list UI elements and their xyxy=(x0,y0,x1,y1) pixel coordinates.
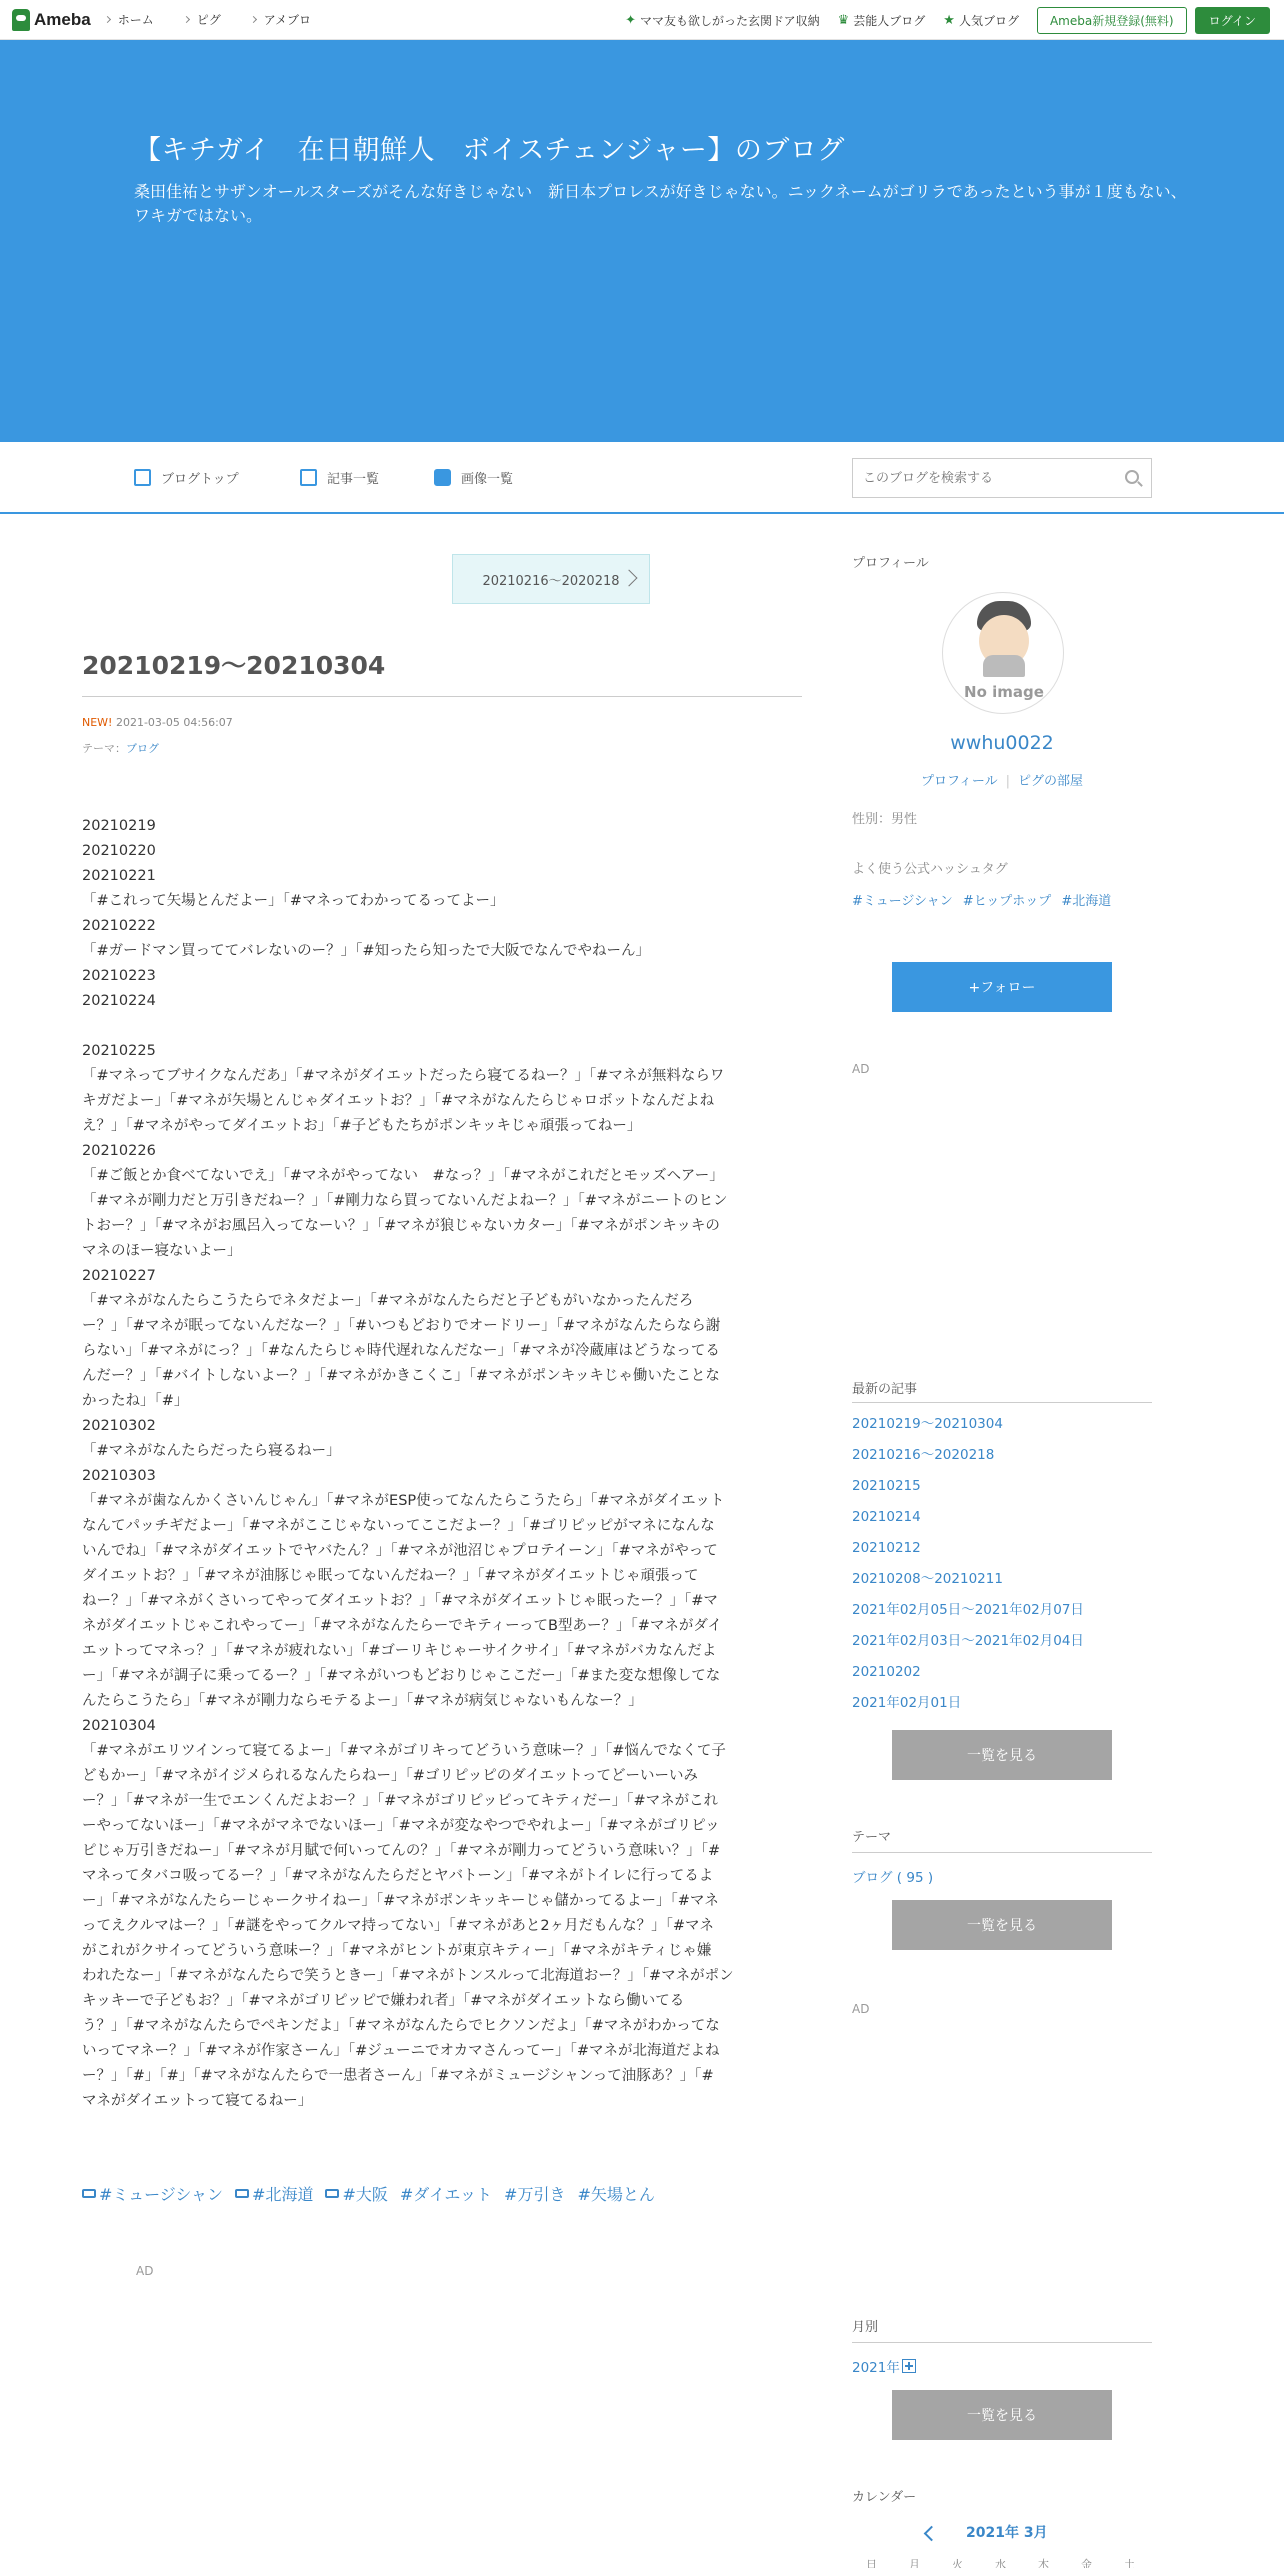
theme-link[interactable]: ブログ xyxy=(126,742,159,755)
image-list-link[interactable] xyxy=(434,468,513,487)
global-header xyxy=(0,0,1284,40)
recent-entry-link[interactable]: 20210219～20210304 xyxy=(852,1416,1003,1432)
hashtag-link[interactable] xyxy=(82,2182,223,2205)
star-icon: ★ xyxy=(943,12,955,28)
ameba-logo-icon xyxy=(12,9,30,31)
weekday: 水 xyxy=(995,2558,1006,2568)
logo-text: Ameba xyxy=(34,9,91,29)
entry-line: ー？」「#」「#」「#マネがなんたらで一患者さーん」「#マネがミュージシャンって油豚あ？」「# xyxy=(82,2068,714,2084)
blog-description: 桑田佳祐とサザンオールスターズがそんな好きじゃない 新日本プロレスが好きじゃない。ニックネームがゴリラであったという事が１度もない、ワキガではない。 xyxy=(134,182,1187,225)
see-all-months-button[interactable]: 一覧を見る xyxy=(892,2390,1112,2440)
copy-icon xyxy=(300,469,317,486)
tag-icon xyxy=(325,2189,339,2198)
entry-line: 「#これって矢場とんだよー」「#マネってわかってるってよー」 xyxy=(82,893,505,909)
recent-entries xyxy=(852,1414,1084,1724)
weekday: 火 xyxy=(952,2558,963,2568)
entry-line: 「#マネがなんたらこうたらでネタだよー」「#マネがなんたらだと子どもがいなかったんだろ xyxy=(82,1293,694,1309)
nav-home[interactable] xyxy=(105,11,154,28)
entry-line: 20210302 xyxy=(82,1418,156,1434)
hashtag-label: #ダイエット xyxy=(399,2185,493,2204)
calendar-weekdays xyxy=(866,2556,1167,2568)
entry-line: かったね」「#」 xyxy=(82,1393,189,1409)
weekday: 土 xyxy=(1124,2558,1135,2568)
gender: 性別：男性 xyxy=(852,812,918,827)
blog-header xyxy=(0,40,1284,442)
chevron-right-icon xyxy=(621,570,638,587)
blog-top-link[interactable] xyxy=(134,468,239,487)
entry-line: 20210226 xyxy=(82,1143,156,1159)
pig-room-link[interactable]: ピグの部屋 xyxy=(1018,774,1084,789)
entry-line: ー」「#マネがなんたらーじゃークサイねー」「#マネがポンキッキーじゃ儲かってるよー」「#マネ xyxy=(82,1893,719,1909)
entry-line: ー」「#マネが調子に乗ってるー？」「#マネがいつもどおりじゃここだー」「#また変な想像してな xyxy=(82,1668,721,1684)
hashtag-heading: よく使う公式ハッシュタグ xyxy=(852,862,1008,877)
hashtag-label: #万引き xyxy=(504,2185,566,2204)
popular-blog-label: 人気ブログ xyxy=(958,13,1019,28)
entry-line: どもかー」「#マネがイジメられるなんたらねー」「#ゴリピッピのダイエットってどーいーいみ xyxy=(82,1768,699,1784)
entry-line: らない」「#マネがにっ？」「#なんたらじゃ時代遅れなんだなー」「#マネが冷蔵庫はどうなってる xyxy=(82,1343,720,1359)
search-icon[interactable] xyxy=(1125,470,1139,484)
entry-line: 「#マネがエリツインって寝てるよー」「#マネがゴリキってどういう意味ー？」「#悩んでなくて子 xyxy=(82,1743,726,1759)
recent-entry-link[interactable]: 2021年02月05日～2021年02月07日 xyxy=(852,1602,1084,1618)
entry-line: ネがダイエットじゃこれやってー」「#マネがなんたらーでキティーってB型あー？」「#マネがダイ xyxy=(82,1618,723,1634)
avatar[interactable] xyxy=(942,592,1064,714)
profile-heading: プロフィール xyxy=(852,556,929,571)
recent-entry-link[interactable]: 20210216～2020218 xyxy=(852,1447,995,1463)
weekday: 木 xyxy=(1038,2558,1049,2568)
entry-line: 20210304 xyxy=(82,1718,156,1734)
recent-entry-link[interactable]: 2021年02月01日 xyxy=(852,1695,962,1711)
section-divider xyxy=(852,1402,1152,1403)
entry-line: エットってマネっ？」「#マネが疲れない」「#ゴーリキじゃーサイクサイ」「#マネがバカなんだよ xyxy=(82,1643,717,1659)
theme-prefix: テーマ： xyxy=(82,742,126,755)
entry-line: 「#マネってブサイクなんだあ」「#マネがダイエットだったら寝てるねー？」「#マネが無料ならワ xyxy=(82,1068,725,1084)
entry-list-label: 記事一覧 xyxy=(327,472,380,487)
blog-search xyxy=(852,458,1152,498)
entry-line xyxy=(82,1014,802,1039)
entry-line: う？」「#マネがなんたらでぺキンだよ」「#マネがなんたらでヒクソンだよ」「#マネがわかってな xyxy=(82,2018,720,2034)
previous-entry-label: 20210216～2020218 xyxy=(482,573,620,589)
entry-line: ーやってないほー」「#マネがマネでないほー」「#マネが変なやつでやれよー」「#マネがゴリピッ xyxy=(82,1818,720,1834)
recent-entry-link[interactable]: 20210214 xyxy=(852,1509,921,1525)
entry-line: 「#マネが剛力だと万引きだねー？」「#剛力なら買ってないんだよねー？」「#マネがニートのヒン xyxy=(82,1193,728,1209)
login-button[interactable]: ログイン xyxy=(1195,7,1270,34)
entry-line: 20210223 xyxy=(82,968,156,984)
recent-entry-link[interactable]: 20210208～20210211 xyxy=(852,1571,1003,1587)
entry-line: 20210224 xyxy=(82,993,156,1009)
hashtag-label: #ミュージシャン xyxy=(99,2185,224,2204)
link-separator: | xyxy=(1005,774,1011,789)
entry-list-link[interactable] xyxy=(300,468,379,487)
top-right xyxy=(625,0,1270,40)
chevron-right-icon xyxy=(250,16,257,23)
blog-search-input[interactable] xyxy=(853,459,1103,497)
hashtag-link[interactable] xyxy=(577,2182,654,2205)
official-hashtags xyxy=(852,890,1121,909)
recent-entry-link[interactable]: 20210212 xyxy=(852,1540,921,1556)
weekday: 金 xyxy=(1081,2558,1092,2568)
entry-line: ー？」「#マネが一生でエンくんだよおー？」「#マネがゴリピッピってキティだー」「#マネがこれ xyxy=(82,1793,719,1809)
entry-line: がこれがクサイってどういう意味ー？」「#マネがヒントが東京キティー」「#マネがキティじゃ嫌 xyxy=(82,1943,712,1959)
nav-ameblo[interactable] xyxy=(251,11,311,28)
entry-hashtags xyxy=(82,2182,667,2205)
entry-line: マネのほー寝ないよー」 xyxy=(82,1243,242,1259)
document-icon xyxy=(134,469,151,486)
recent-heading: 最新の記事 xyxy=(852,1382,918,1397)
hashtag-link[interactable] xyxy=(325,2182,387,2205)
blog-top-label: ブログトップ xyxy=(161,472,239,487)
section-divider xyxy=(852,1852,1152,1853)
profile-link[interactable]: プロフィール xyxy=(920,774,998,789)
hashtag-link[interactable] xyxy=(400,2182,492,2205)
ameba-logo[interactable] xyxy=(12,9,91,31)
nav-pig[interactable] xyxy=(184,11,221,28)
entry-line: 「#マネが歯なんかくさいんじゃん」「#マネがESP使ってなんたらこうたら」「#マネがダイエット xyxy=(82,1493,725,1509)
entry-line: 20210221 xyxy=(82,868,156,884)
popular-blog-link[interactable] xyxy=(943,12,1019,29)
entry-line: キガだよー」「#マネが矢場とんじゃダイエットお？」「#マネがなんたらじゃロボットなんだよね xyxy=(82,1093,715,1109)
ad-label: AD xyxy=(136,2264,154,2278)
entry-line: なんてパッチギだよー」「#マネがここじゃないってここだよー？」「#ゴリピッピがマネになんな xyxy=(82,1518,715,1534)
hashtag-link[interactable] xyxy=(235,2182,313,2205)
blog-nav xyxy=(0,442,1284,514)
calendar-heading: カレンダー xyxy=(852,2490,917,2505)
theme-heading: テーマ xyxy=(852,1830,892,1845)
entry-line: んたらこうたら」「#マネが剛力ならモテるよー」「#マネが病気じゃないもんなー？」 xyxy=(82,1693,643,1709)
tag-icon xyxy=(82,2189,96,2198)
calendar-month: 2021年 3月 xyxy=(966,2525,1048,2541)
nav-pig-label: ピグ xyxy=(196,13,221,27)
entry-title[interactable]: 20210219～20210304 xyxy=(82,651,386,680)
see-all-entries-button[interactable]: 一覧を見る xyxy=(892,1730,1112,1780)
sparkle-icon: ✦ xyxy=(625,12,636,28)
tag-icon xyxy=(235,2189,249,2198)
official-hashtag[interactable]: #北海道 xyxy=(1061,894,1112,909)
celebrity-blog-link[interactable] xyxy=(838,12,926,29)
entry-line: ねー？」「#マネがくさいってやってダイエットお？」「#マネがダイエットじゃ眠ったー？」「#マ xyxy=(82,1593,718,1609)
crown-icon: ♛ xyxy=(837,12,850,28)
no-image-label: No image xyxy=(964,683,1044,701)
top-nav xyxy=(105,11,341,28)
recent-entry-link[interactable]: 2021年02月03日～2021年02月04日 xyxy=(852,1633,1084,1649)
entry-line: ダイエットお？」「#マネが油豚じゃ眠ってないんだねー？」「#マネがダイエットじゃ頑張って xyxy=(82,1568,699,1584)
hashtag-label: #北海道 xyxy=(252,2185,314,2204)
entry-line: え？」「#マネがやってダイエットお」「#子どもたちがポンキッキじゃ頑張ってねー」 xyxy=(82,1118,642,1134)
ad-label: AD xyxy=(852,1062,870,1076)
entry-line: 20210227 xyxy=(82,1268,156,1284)
entry-line: トおー？」「#マネがお風呂入ってなーい？」「#マネが狼じゃないカター」「#マネがポンキッキの xyxy=(82,1218,720,1234)
entry-line: 20210222 xyxy=(82,918,156,934)
nav-ameblo-label: アメブロ xyxy=(263,13,311,27)
chevron-right-icon xyxy=(104,16,111,23)
profile-links xyxy=(852,770,1152,789)
entry-line: ー？」「#マネが眠ってないんだなー？」「#いつもどおりでオードリー」「#マネがなんたらなら謝 xyxy=(82,1318,721,1334)
entry-line: マネがダイエットって寝てるねー」 xyxy=(82,2093,313,2109)
weekday: 月 xyxy=(909,2558,920,2568)
recent-entry-link[interactable]: 20210215 xyxy=(852,1478,921,1494)
hashtag-label: #大阪 xyxy=(342,2185,388,2204)
register-button[interactable]: Ameba新規登録(無料) xyxy=(1037,7,1187,34)
see-all-themes-button[interactable]: 一覧を見る xyxy=(892,1900,1112,1950)
avatar-body xyxy=(983,655,1025,677)
entry-date xyxy=(82,716,233,729)
section-divider xyxy=(852,2342,1152,2343)
entry-line: いってマネー？」「#マネが作家さーん」「#ジューニでオカマさんってー」「#マネが北海道だよね xyxy=(82,2043,720,2059)
entry-line: 20210225 xyxy=(82,1043,156,1059)
image-list-label: 画像一覧 xyxy=(461,472,514,487)
chevron-right-icon xyxy=(183,16,190,23)
entry-line: われたなー」「#マネがなんたらで笑うときー」「#マネがトンスルって北海道おー？」「#マネがポン xyxy=(82,1968,734,1984)
previous-entry-link[interactable] xyxy=(452,554,650,604)
entry-line: 「#マネがなんたらだったら寝るねー」 xyxy=(82,1443,341,1459)
expand-icon[interactable] xyxy=(902,2359,916,2373)
entry-line: 20210220 xyxy=(82,843,156,859)
entry-line: ピじゃ万引きだねー」「#マネが月賦で何いってんの？」「#マネが剛力ってどういう意味い？」「# xyxy=(82,1843,721,1859)
entry-line: 20210219 xyxy=(82,818,156,834)
chevron-left-icon[interactable] xyxy=(924,2526,940,2542)
camera-icon xyxy=(434,469,451,486)
promo-link-label: ママ友も欲しがった玄関ドア収納 xyxy=(639,13,820,28)
hashtag-label: #矢場とん xyxy=(577,2185,655,2204)
official-hashtag[interactable]: #ヒップホップ xyxy=(962,894,1052,909)
entry-line: 20210303 xyxy=(82,1468,156,1484)
entry-line: キッキーで子どもお？」「#マネがゴリピッピで嫌われ者」「#マネがダイエットなら働いてる xyxy=(82,1993,685,2009)
official-hashtag[interactable]: #ミュージシャン xyxy=(852,894,953,909)
entry-line: ってえクルマはー？」「#謎をやってクルマ持ってない」「#マネがあと2ヶ月だもんな？」「#マネ xyxy=(82,1918,715,1934)
title-divider xyxy=(82,696,802,697)
ad-label: AD xyxy=(852,2002,870,2016)
hashtag-link[interactable] xyxy=(504,2182,565,2205)
entry-datetime: 2021-03-05 04:56:07 xyxy=(115,716,233,729)
entry-line: マネってタバコ吸ってるー？」「#マネがなんたらだとヤバトーン」「#マネがトイレに行ってるよ xyxy=(82,1868,714,1884)
entry-line: んだー？」「#バイトしないよー？」「#マネがかきこくこ」「#マネがポンキッキじゃ働いたことな xyxy=(82,1368,720,1384)
theme-blog-link[interactable]: ブログ ( 95 ) xyxy=(852,1870,934,1886)
username[interactable]: wwhu0022 xyxy=(950,732,1054,754)
weekday: 日 xyxy=(866,2558,877,2568)
entry-theme xyxy=(82,740,159,756)
month-label: 2021年 xyxy=(852,2360,900,2376)
recent-entry-link[interactable]: 20210202 xyxy=(852,1664,921,1680)
month-2021[interactable] xyxy=(852,2356,916,2376)
entry-line: 「#ガードマン買っててバレないのー？」「#知ったら知ったで大阪でなんでやねーん」 xyxy=(82,943,651,959)
follow-button[interactable]: +フォロー xyxy=(892,962,1112,1012)
promo-link[interactable] xyxy=(625,12,820,29)
entry-line: 「#ご飯とか食べてないでえ」「#マネがやってない #なっ？」「#マネがこれだとモッズヘアー」 xyxy=(82,1168,724,1184)
celebrity-blog-label: 芸能人ブログ xyxy=(853,13,926,28)
entry-body xyxy=(82,814,802,2114)
blog-title[interactable]: 【キチガイ 在日朝鮮人 ボイスチェンジャー】のブログ xyxy=(134,135,845,166)
monthly-heading: 月別 xyxy=(852,2320,879,2335)
new-badge: NEW! xyxy=(82,716,113,729)
entry-line: いんでね」「#マネがダイエットでヤバたん？」「#マネが池沼じゃプロテイーン」「#マネがやって xyxy=(82,1543,718,1559)
nav-home-label: ホーム xyxy=(117,13,154,27)
